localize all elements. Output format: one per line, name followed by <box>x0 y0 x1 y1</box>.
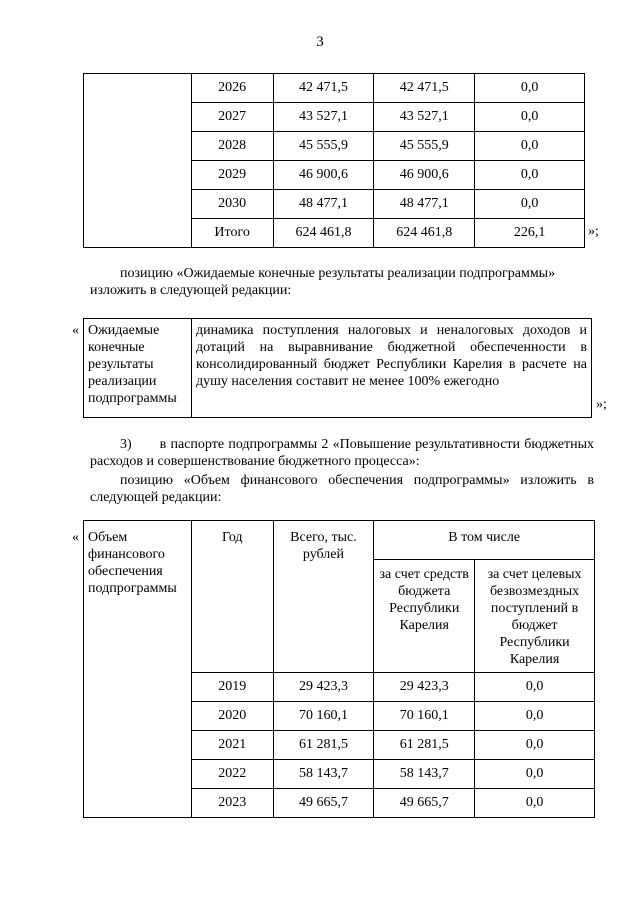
grants-cell: 0,0 <box>475 132 585 161</box>
expected-results-table <box>83 318 592 418</box>
year-cell: 2023 <box>191 789 273 818</box>
year-cell: 2028 <box>191 132 273 161</box>
budget-cell: 42 471,5 <box>374 74 475 103</box>
grants-cell: 0,0 <box>475 103 585 132</box>
total-cell: 49 665,7 <box>273 789 374 818</box>
grants-cell: 0,0 <box>475 673 595 702</box>
table1-closing-quote: »; <box>588 224 599 239</box>
total-cell: 48 477,1 <box>273 190 374 219</box>
header-total: Всего, тыс. рублей <box>273 521 374 673</box>
table2-closing-quote: »; <box>596 397 607 412</box>
total-cell: 42 471,5 <box>273 74 374 103</box>
content-cell: динамика поступления налоговых и неналоговых доходов и дотаций на выравнивание бюджетной обеспеченности в консолидированный бюджет Республики Карелия в расчете на душу населения составит не менее 100% ежегодно <box>192 319 592 418</box>
budget-cell: 46 900,6 <box>374 161 475 190</box>
grants-cell: 0,0 <box>475 74 585 103</box>
header-grants: за счет целевых безвозмездных поступлений в бюджет Республики Карелия <box>475 560 595 673</box>
table3-opening-quote: « <box>72 530 79 545</box>
budget-cell: 43 527,1 <box>374 103 475 132</box>
total-cell: 624 461,8 <box>273 219 374 248</box>
year-cell: 2022 <box>191 760 273 789</box>
grants-cell: 0,0 <box>475 702 595 731</box>
budget-cell: 45 555,9 <box>374 132 475 161</box>
year-cell: 2030 <box>191 190 273 219</box>
year-cell: Итого <box>191 219 273 248</box>
grants-cell: 0,0 <box>475 789 595 818</box>
funding-table-continued <box>83 73 585 248</box>
budget-cell: 624 461,8 <box>374 219 475 248</box>
paragraph-line: изложить в следующей редакции: <box>90 283 292 298</box>
paragraph-expected-results <box>90 265 594 299</box>
paragraph-subprogram-2: 3) в паспорте подпрограммы 2 «Повышение результативности бюджетных расходов и совершенствование бюджетного процесса»: <box>90 437 594 469</box>
budget-cell: 48 477,1 <box>374 190 475 219</box>
paragraph-line: позицию «Ожидаемые конечные результаты реализации подпрограммы» <box>120 266 556 281</box>
label-cell-empty <box>84 74 192 248</box>
paragraph-funding-position: позицию «Объем финансового обеспечения подпрограммы» изложить в следующей редакции: <box>90 473 594 505</box>
funding-table <box>83 520 595 818</box>
table-header-row <box>84 521 595 560</box>
header-year: Год <box>191 521 273 673</box>
header-budget: за счет средств бюджета Республики Карелия <box>374 560 475 673</box>
grants-cell: 0,0 <box>475 161 585 190</box>
grants-cell: 0,0 <box>475 731 595 760</box>
table-row <box>84 74 585 103</box>
total-cell: 46 900,6 <box>273 161 374 190</box>
budget-cell: 49 665,7 <box>374 789 475 818</box>
grants-cell: 0,0 <box>475 190 585 219</box>
grants-cell: 226,1 <box>475 219 585 248</box>
year-cell: 2019 <box>191 673 273 702</box>
year-cell: 2020 <box>191 702 273 731</box>
budget-cell: 70 160,1 <box>374 702 475 731</box>
total-cell: 58 143,7 <box>273 760 374 789</box>
year-cell: 2026 <box>191 74 273 103</box>
budget-cell: 58 143,7 <box>374 760 475 789</box>
budget-cell: 61 281,5 <box>374 731 475 760</box>
page-number: 3 <box>316 34 324 50</box>
label-cell: Ожидаемые конечные результаты реализации подпрограммы <box>84 319 192 418</box>
year-cell: 2029 <box>191 161 273 190</box>
label-cell: Объем финансового обеспечения подпрограммы <box>84 521 192 818</box>
total-cell: 43 527,1 <box>273 103 374 132</box>
grants-cell: 0,0 <box>475 760 595 789</box>
total-cell: 70 160,1 <box>273 702 374 731</box>
total-cell: 61 281,5 <box>273 731 374 760</box>
table2-opening-quote: « <box>72 323 79 338</box>
budget-cell: 29 423,3 <box>374 673 475 702</box>
year-cell: 2027 <box>191 103 273 132</box>
year-cell: 2021 <box>191 731 273 760</box>
total-cell: 29 423,3 <box>273 673 374 702</box>
header-including: В том числе <box>374 521 595 560</box>
total-cell: 45 555,9 <box>273 132 374 161</box>
table-row <box>84 319 592 418</box>
